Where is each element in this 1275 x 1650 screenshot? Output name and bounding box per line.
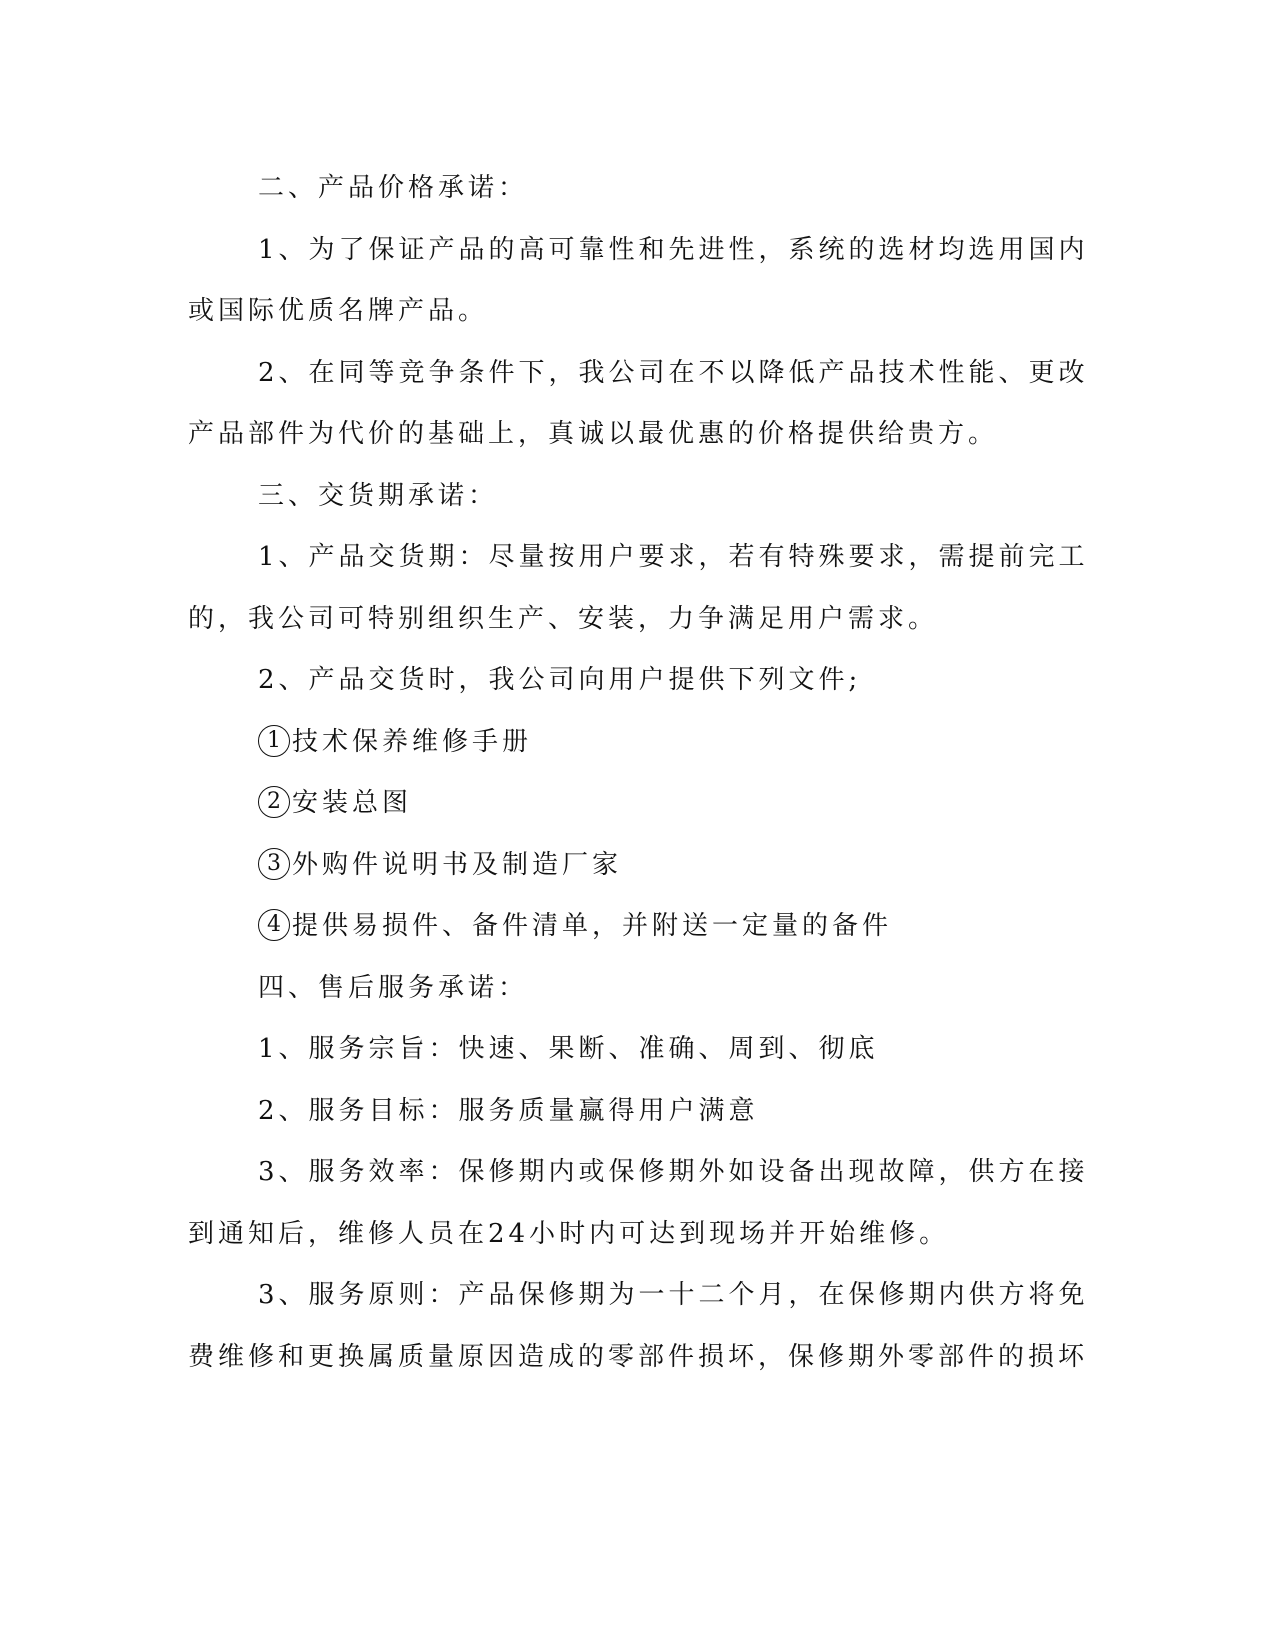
document-list-item-text: 提供易损件、备件清单，并附送一定量的备件: [292, 911, 893, 941]
paragraph-line: 1、服务宗旨：快速、果断、准确、周到、彻底: [258, 1034, 879, 1064]
paragraph-line: 产品部件为代价的基础上，真诚以最优惠的价格提供给贵方。: [188, 419, 999, 449]
paragraph-line: 1、产品交货期：尽量按用户要求，若有特殊要求，需提前完工: [258, 542, 1089, 572]
document-list-item-text: 外购件说明书及制造厂家: [292, 849, 623, 880]
document-list-item: [188, 896, 1054, 958]
paragraph-line: 2、产品交货时，我公司向用户提供下列文件;: [258, 665, 862, 695]
paragraph-line: 到通知后，维修人员在24小时内可达到现场并开始维修。: [188, 1218, 950, 1249]
section-heading-after-sales: 四、售后服务承诺：: [258, 972, 529, 1003]
paragraph-line: 3、服务效率：保修期内或保修期外如设备出现故障，供方在接: [258, 1157, 1089, 1187]
circled-number: 1: [258, 725, 290, 757]
paragraph-line: 3、服务原则：产品保修期为一十二个月，在保修期内供方将免: [258, 1280, 1089, 1310]
document-list-item: [188, 773, 1054, 835]
circled-number: 3: [258, 848, 290, 880]
paragraph-line: 的，我公司可特别组织生产、安装，力争满足用户需求。: [188, 603, 939, 634]
paragraph-line: 2、在同等竞争条件下，我公司在不以降低产品技术性能、更改: [258, 357, 1089, 388]
document-list-item: [188, 835, 1054, 897]
circled-number: 4: [258, 909, 290, 941]
paragraph-line: 费维修和更换属质量原因造成的零部件损坏，保修期外零部件的损坏: [188, 1341, 1089, 1372]
paragraph-line: 2、服务目标：服务质量赢得用户满意: [258, 1095, 759, 1126]
document-list-item-text: 安装总图: [292, 788, 413, 818]
document-body: [188, 158, 1089, 1388]
circled-number: 2: [258, 786, 290, 818]
document-list-item-text: 技术保养维修手册: [292, 726, 533, 757]
section-heading-delivery: 三、交货期承诺：: [258, 480, 499, 511]
paragraph-line: 1、为了保证产品的高可靠性和先进性，系统的选材均选用国内: [258, 234, 1089, 265]
document-list-item: [188, 712, 1054, 774]
section-heading-price: 二、产品价格承诺：: [258, 173, 529, 203]
paragraph-line: 或国际优质名牌产品。: [188, 296, 489, 326]
